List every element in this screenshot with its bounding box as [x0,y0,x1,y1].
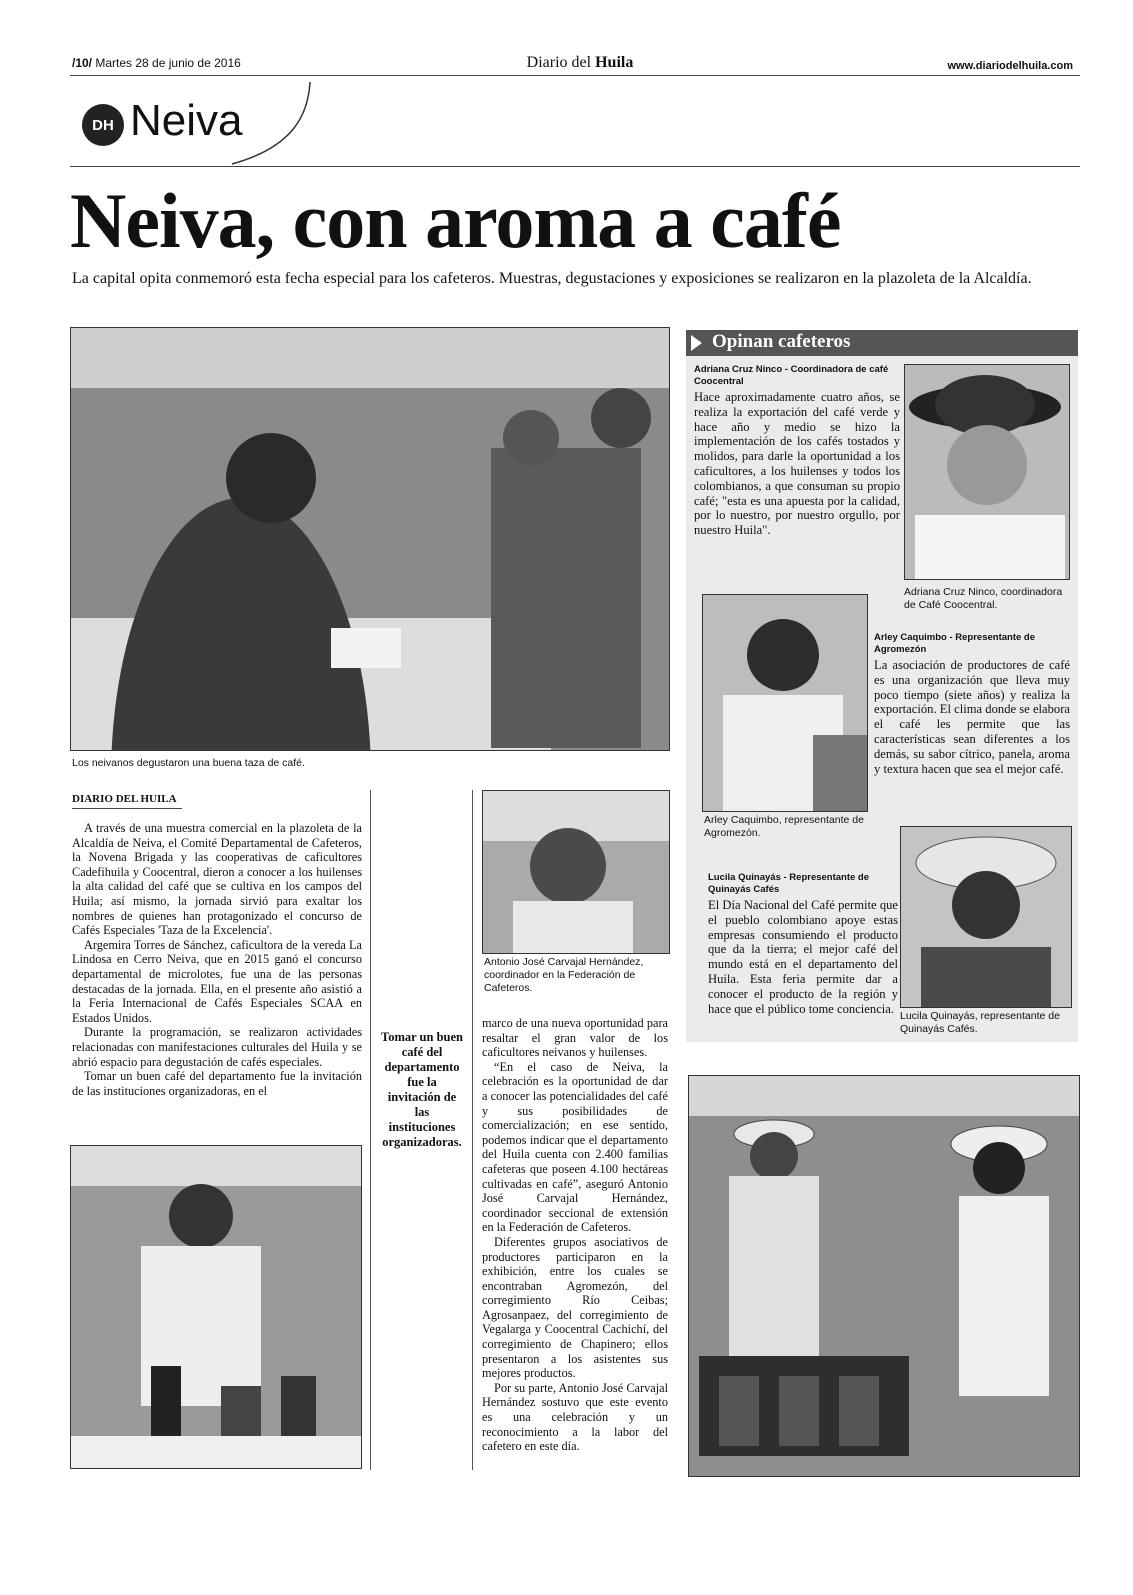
opinion-quote: El Día Nacional del Café permite que el pueblo colombiano apoye estas empresas consumiendo el producto que da la tierra; el mejor café del mundo está en el departamento del Huila. Esta feria permite dar a conocer el producto de la región y hace que el público tome conciencia. [708,898,898,1016]
section-rule [70,166,1080,167]
opinion-name: Lucila Quinayás - Representante de Quinayás Cafés [708,872,870,895]
byline: DIARIO DEL HUILA [72,793,177,805]
lucila-caption: Lucila Quinayás, representante de Quinayás Cafés. [900,1010,1060,1035]
opinion-quote: Hace aproximadamente cuatro años, se realiza la exportación del café verde y hace año y medio se hizo la implementación de los cafés tostados y molidos, para darle la oportunidad a los caficultores, a los huilenses y todos los colombianos, a que consuman su propio café; "esta es una apuesta por la calidad, por lo nuestro, por nuestro orgullo, por nuestro Huila". [694,390,900,538]
opinion-name: Adriana Cruz Ninco - Coordinadora de café Coocentral [694,364,889,387]
col3-paragraph: Diferentes grupos asociativos de productores participaron en la exhibición, entre los cuales se encontraban Agromezón, del corregimiento Río Ceibas; Agrosanpaez, del corregimiento de Vegalarga y Coocentral Cachichí, del corregimiento de Chapinero; ellos presentaron a los asistentes sus mejores productos. [482,1234,668,1381]
col3-paragraph: “En el caso de Neiva, la celebración es la oportunidad de dar a conocer las potencialidades del café y sus posibilidades de comercialización; en ese sentido, podemos indicar que el departamento del Huila cuenta con 2.400 familias cafeteras que poseen 4.100 hectáreas cultivadas en café”, aseguró Antonio José Carvajal Hernández, coordinador seccional de extensión en la Federación de Cafeteros. [482,1059,668,1235]
page-number: /10/ [72,56,93,70]
antonio-caption: Antonio José Carvajal Hernández, coordinador en la Federación de Cafeteros. [484,956,644,994]
article-col3 [482,1016,668,1454]
issue-date: Martes 28 de junio de 2016 [95,56,241,70]
pull-quote: Tomar un buen café del departamento fue la invitación de las instituciones organizadoras. [381,1030,463,1149]
header-rule [70,75,1080,76]
opinion-quote: La asociación de productores de café es una organización que lleva muy poco tiempo (siete años) y realiza la exportación. El clima donde se elabora el café les permite que las características sean diferentes a los demás, su sabor cítrico, panela, aroma y textura hacen que sea el mejor café. [874,658,1070,776]
masthead-regular: Diario del [526,54,592,71]
col1-paragraph: Durante la programación, se realizaron actividades relacionadas con manifestaciones culturales del Huila y se abrió espacio para degustación de cafés especiales. [72,1025,362,1069]
coffee-stand-photo [70,1145,362,1469]
main-photo [70,327,670,751]
col1-paragraph: Argemira Torres de Sánchez, caficultora de la vereda La Lindosa en Cerro Neiva, que en 2015 ganó el concurso departamental de microlotes, fue una de las personas destacadas de la jornada. Ella, en el presente año asistió a la Feria Internacional de Cafés Especiales SCAA en Estados Unidos. [72,937,362,1025]
article-col1 [72,821,362,1098]
adriana-caption: Adriana Cruz Ninco, coordinadora de Café Coocentral. [904,586,1063,611]
main-photo-caption: Los neivanos degustaron una buena taza de café. [72,757,305,769]
dh-logo: DH [82,104,124,146]
page-date [72,56,241,70]
lucila-photo [900,826,1072,1008]
website: www.diariodelhuila.com [947,60,1073,72]
antonio-photo [482,790,670,954]
subhead: La capital opita conmemoró esta fecha especial para los cafeteros. Muestras, degustaciones y exposiciones se realizaron en la plazoleta de la Alcaldía. [72,270,1032,287]
headline: Neiva, con aroma a café [70,177,841,264]
col3-paragraph: Por su parte, Antonio José Carvajal Hernández sostuvo que este evento es una celebración y un reconocimiento a la labor del cafetero en este día. [482,1380,668,1454]
masthead [500,54,660,72]
byline-rule [72,808,182,809]
opinion-name: Arley Caquimbo - Representante de Agromezón [874,632,1036,655]
masthead-bold: Huila [595,54,634,71]
column-divider [472,790,473,1470]
sidebar-title: Opinan cafeteros [712,331,851,352]
chevron-right-icon [688,333,708,353]
col3-paragraph: marco de una nueva oportunidad para resaltar el gran valor de los caficultores neivanos y huilenses. [482,1016,668,1060]
col1-paragraph: Tomar un buen café del departamento fue la invitación de las instituciones organizadoras, en el [72,1069,362,1098]
arley-caption: Arley Caquimbo, representante de Agromezón. [704,814,864,839]
col1-paragraph: A través de una muestra comercial en la plazoleta de la Alcaldía de Neiva, el Comité Departamental de Cafeteros, la Novena Brigada y las cooperativas de caficultores Cadefihuila y Coocentral, dieron a conocer a los huilenses la alta calidad del café que se cultiva en los campos del Huila; así mismo, la jornada sirvió para exaltar los nombres de quienes han protagonizado el concurso de Cafés Especiales 'Taza de la Excelencia'. [72,821,362,938]
exhibition-photo [688,1075,1080,1477]
adriana-photo [904,364,1070,580]
section-swoosh [230,78,320,170]
column-divider [370,790,371,1470]
arley-photo [702,594,868,812]
section-title: Neiva [130,96,243,145]
